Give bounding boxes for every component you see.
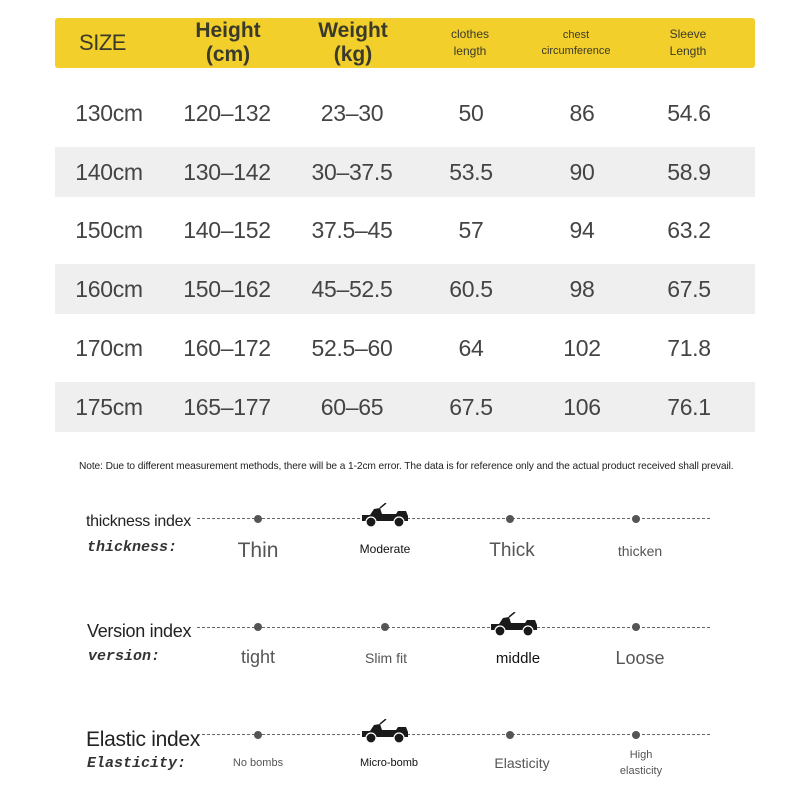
version-option-tight: tight: [240, 647, 276, 667]
thickness-index-title: thickness index: [86, 513, 191, 530]
elastic-dot-4: [632, 731, 640, 739]
measurement-note: Note: Due to different measurement methods, there will be a 1-2cm error. The data is for reference only and the actual product received shall prevail.: [79, 461, 734, 472]
header-clothes-length: [430, 18, 510, 68]
cell-size: 130cm: [75, 99, 143, 126]
version-index-title: Version index: [87, 621, 192, 641]
cell-clothes: 64: [458, 334, 484, 361]
cell-height: 130–142: [183, 158, 271, 185]
table-row: [55, 88, 755, 138]
table-row: [55, 382, 755, 432]
elastic-option-high-line2: elasticity: [619, 765, 663, 777]
cell-chest: 94: [569, 216, 595, 243]
size-table-header: [55, 18, 755, 68]
thickness-index-subtitle: thickness:: [87, 539, 178, 556]
header-clothes-line1: clothes: [450, 27, 490, 41]
version-dot-1: [254, 623, 262, 631]
thickness-option-thicken: thicken: [617, 543, 663, 559]
cell-chest: 98: [569, 275, 595, 302]
thickness-dot-3: [506, 515, 514, 523]
elastic-index-title: Elastic index: [86, 728, 200, 751]
cell-sleeve: 76.1: [667, 393, 711, 420]
elastic-option-high-elasticity: [620, 747, 662, 779]
cell-height: 160–172: [183, 334, 271, 361]
elastic-option-no-bombs: No bombs: [232, 757, 284, 769]
table-row: [55, 205, 755, 255]
elastic-dot-3: [506, 731, 514, 739]
cell-weight: 45–52.5: [311, 275, 393, 302]
jeep-icon: [489, 612, 539, 637]
header-chest-line1: chest: [562, 29, 590, 41]
thickness-option-thin: Thin: [237, 539, 279, 562]
thickness-dot-4: [632, 515, 640, 523]
header-weight: Weight (kg): [318, 19, 388, 66]
cell-size: 150cm: [75, 216, 143, 243]
cell-sleeve: 71.8: [667, 334, 711, 361]
elastic-index-subtitle: Elasticity:: [87, 755, 187, 772]
header-sleeve-length: [648, 18, 728, 68]
elastic-option-high-line1: High: [629, 749, 653, 761]
elastic-option-elasticity: Elasticity: [494, 755, 550, 771]
cell-chest: 102: [563, 334, 601, 361]
cell-height: 150–162: [183, 275, 271, 302]
version-dot-2: [381, 623, 389, 631]
cell-weight: 60–65: [320, 393, 384, 420]
cell-size: 160cm: [75, 275, 143, 302]
thickness-option-moderate: Moderate: [359, 542, 411, 556]
elastic-dot-1: [254, 731, 262, 739]
version-option-loose: Loose: [615, 648, 665, 668]
table-row: [55, 264, 755, 314]
cell-height: 120–132: [183, 99, 271, 126]
cell-clothes: 57: [458, 216, 484, 243]
cell-clothes: 60.5: [449, 275, 493, 302]
table-row: [55, 323, 755, 373]
cell-chest: 90: [569, 158, 595, 185]
cell-sleeve: 67.5: [667, 275, 711, 302]
thickness-option-thick: Thick: [489, 540, 535, 561]
cell-height: 165–177: [183, 393, 271, 420]
cell-chest: 86: [569, 99, 595, 126]
jeep-icon: [360, 719, 410, 744]
cell-clothes: 67.5: [449, 393, 493, 420]
cell-size: 140cm: [75, 158, 143, 185]
header-chest-circumference: [531, 18, 621, 68]
cell-clothes: 53.5: [449, 158, 493, 185]
cell-height: 140–152: [183, 216, 271, 243]
cell-weight: 37.5–45: [311, 216, 393, 243]
version-option-middle: middle: [495, 650, 541, 667]
table-row: [55, 147, 755, 197]
cell-weight: 23–30: [320, 99, 384, 126]
cell-chest: 106: [563, 393, 601, 420]
header-chest-line2: circumference: [541, 45, 611, 57]
jeep-icon: [360, 503, 410, 528]
version-option-slim-fit: Slim fit: [365, 650, 407, 666]
elastic-option-micro-bomb: Micro-bomb: [359, 757, 419, 769]
cell-size: 170cm: [75, 334, 143, 361]
cell-weight: 30–37.5: [311, 158, 393, 185]
thickness-dot-1: [254, 515, 262, 523]
header-size: SIZE: [79, 30, 126, 55]
cell-sleeve: 54.6: [667, 99, 711, 126]
cell-size: 175cm: [75, 393, 143, 420]
cell-sleeve: 63.2: [667, 216, 711, 243]
version-dot-4: [632, 623, 640, 631]
cell-sleeve: 58.9: [667, 158, 711, 185]
version-index-subtitle: version:: [88, 648, 161, 665]
cell-clothes: 50: [458, 99, 484, 126]
header-sleeve-line1: Sleeve: [669, 27, 707, 41]
header-height: Height (cm): [195, 19, 261, 66]
cell-weight: 52.5–60: [311, 334, 393, 361]
header-clothes-line2: length: [453, 44, 487, 58]
header-sleeve-line2: Length: [669, 44, 707, 58]
